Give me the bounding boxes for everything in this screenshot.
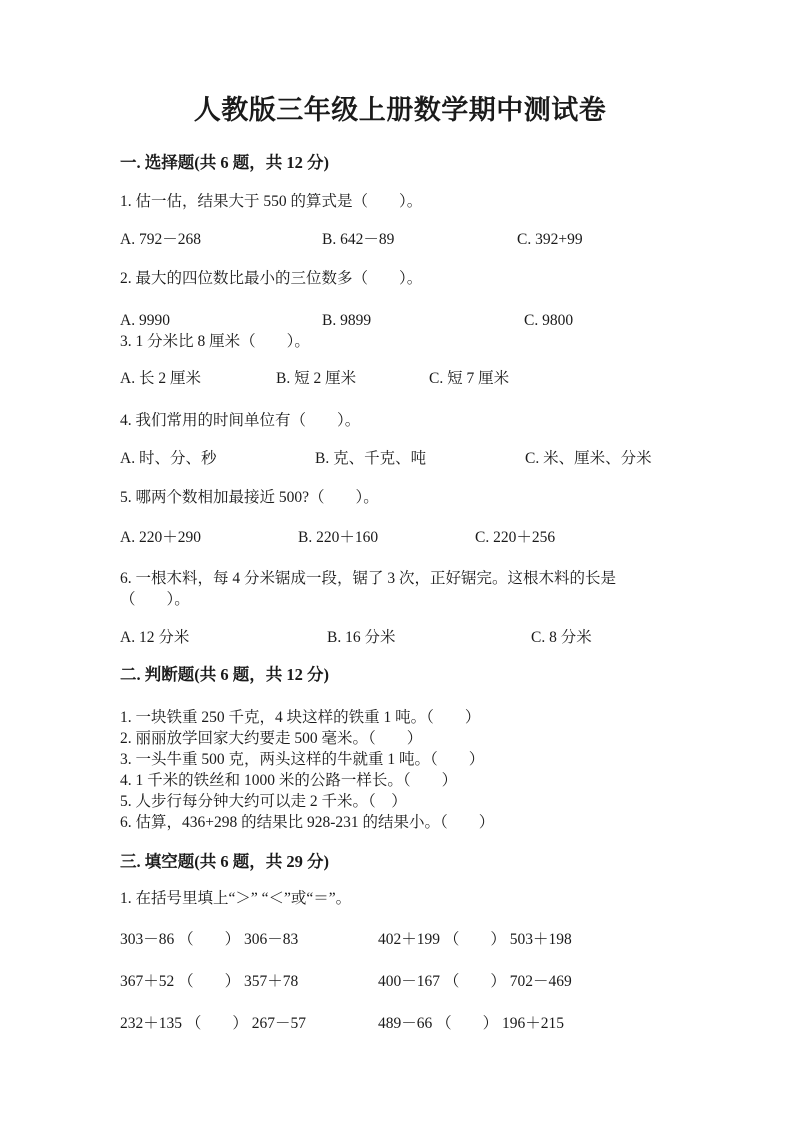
choice-question-6-text-line2: （ ）。 bbox=[120, 591, 190, 608]
compare-cell: 400－167 （ ） 702－469 bbox=[378, 973, 572, 990]
choice-question-2-options bbox=[120, 310, 680, 331]
choice-question-5-options bbox=[120, 527, 680, 548]
section-1-heading: 一. 选择题(共 6 题，共 12 分) bbox=[120, 153, 329, 172]
option-b: B. 9899 bbox=[322, 312, 372, 329]
compare-row-1 bbox=[120, 929, 680, 950]
option-c: C. 220＋256 bbox=[475, 529, 556, 546]
choice-question-5-text: 5. 哪两个数相加最接近 500?（ ）。 bbox=[120, 489, 379, 506]
choice-question-6-options bbox=[120, 627, 680, 648]
judge-item-4: 4. 1 千米的铁丝和 1000 米的公路一样长。（ ） bbox=[120, 772, 458, 789]
option-b: B. 克、千克、吨 bbox=[315, 450, 427, 467]
compare-cell: 489－66 （ ） 196＋215 bbox=[378, 1015, 565, 1032]
judge-item-3: 3. 一头牛重 500 克，两头这样的牛就重 1 吨。（ ） bbox=[120, 751, 485, 768]
choice-question-4-options bbox=[120, 448, 680, 469]
option-a: A. 220＋290 bbox=[120, 529, 201, 546]
option-b: B. 642－89 bbox=[322, 231, 395, 248]
choice-question-6-text: 6. 一根木料，每 4 分米锯成一段，锯了 3 次，正好锯完。这根木料的长是 bbox=[120, 570, 617, 587]
compare-cell: 402＋199 （ ） 503＋198 bbox=[378, 931, 572, 948]
judge-item-2: 2. 丽丽放学回家大约要走 500 毫米。（ ） bbox=[120, 730, 423, 747]
choice-question-3-options bbox=[120, 368, 680, 389]
compare-cell: 303－86 （ ） 306－83 bbox=[120, 931, 299, 948]
fill-question-1-text: 1. 在括号里填上“＞” “＜”或“＝”。 bbox=[120, 890, 352, 907]
choice-question-2-text: 2. 最大的四位数比最小的三位数多（ ）。 bbox=[120, 270, 423, 287]
section-2-heading: 二. 判断题(共 6 题，共 12 分) bbox=[120, 665, 329, 684]
option-b: B. 短 2 厘米 bbox=[276, 370, 357, 387]
option-a: A. 9990 bbox=[120, 312, 170, 329]
option-a: A. 长 2 厘米 bbox=[120, 370, 201, 387]
option-c: C. 9800 bbox=[524, 312, 574, 329]
paper-title: 人教版三年级上册数学期中测试卷 bbox=[193, 95, 607, 125]
option-a: A. 792－268 bbox=[120, 231, 201, 248]
choice-question-1-options bbox=[120, 229, 680, 250]
compare-cell: 367＋52 （ ） 357＋78 bbox=[120, 973, 299, 990]
judgement-list bbox=[120, 707, 680, 833]
compare-row-2 bbox=[120, 971, 680, 992]
choice-question-1-text: 1. 估一估，结果大于 550 的算式是（ ）。 bbox=[120, 193, 423, 210]
compare-row-3 bbox=[120, 1013, 680, 1034]
option-c: C. 392+99 bbox=[517, 231, 583, 248]
choice-question-4-text: 4. 我们常用的时间单位有（ ）。 bbox=[120, 412, 361, 429]
option-c: C. 米、厘米、分米 bbox=[525, 450, 652, 467]
compare-cell: 232＋135 （ ） 267－57 bbox=[120, 1015, 307, 1032]
judge-item-6: 6. 估算，436+298 的结果比 928-231 的结果小。（ ） bbox=[120, 814, 495, 831]
option-a: A. 12 分米 bbox=[120, 629, 190, 646]
option-b: B. 220＋160 bbox=[298, 529, 379, 546]
option-b: B. 16 分米 bbox=[327, 629, 396, 646]
section-3-heading: 三. 填空题(共 6 题，共 29 分) bbox=[120, 852, 329, 871]
judge-item-1: 1. 一块铁重 250 千克，4 块这样的铁重 1 吨。（ ） bbox=[120, 709, 481, 726]
judge-item-5: 5. 人步行每分钟大约可以走 2 千米。（ ） bbox=[120, 793, 407, 810]
option-c: C. 短 7 厘米 bbox=[429, 370, 510, 387]
choice-question-3-text: 3. 1 分米比 8 厘米（ ）。 bbox=[120, 333, 310, 350]
option-c: C. 8 分米 bbox=[531, 629, 592, 646]
option-a: A. 时、分、秒 bbox=[120, 450, 217, 467]
